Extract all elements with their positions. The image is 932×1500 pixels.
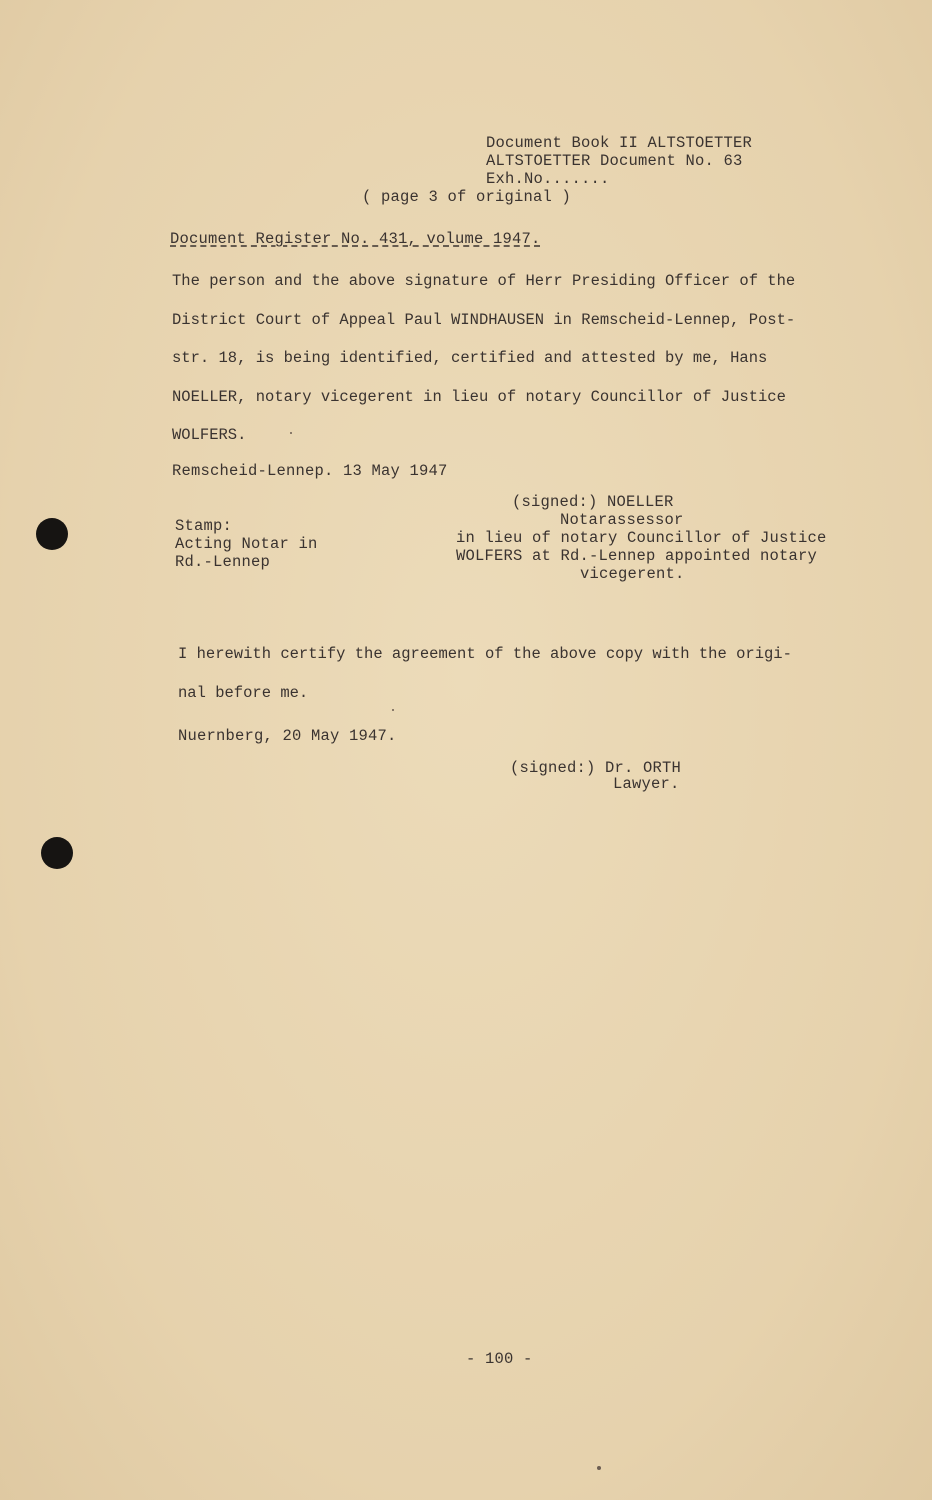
header-doc-line: ALTSTOETTER Document No. 63 xyxy=(486,152,743,170)
signature-2-title: Lawyer. xyxy=(613,775,680,793)
ink-speck xyxy=(597,1466,601,1470)
register-title: Document Register No. 431, volume 1947. xyxy=(170,230,541,248)
punch-hole-top xyxy=(36,518,68,550)
signature-1-line1: in lieu of notary Councillor of Justice xyxy=(456,529,827,547)
place-date-1: Remscheid-Lennep. 13 May 1947 xyxy=(172,462,448,480)
body-line: NOELLER, notary vicegerent in lieu of notary Councillor of Justice xyxy=(172,387,786,406)
signature-1-title: Notarassessor xyxy=(560,511,684,529)
signature-1-line2: WOLFERS at Rd.-Lennep appointed notary xyxy=(456,547,818,565)
stamp-label: Stamp: xyxy=(175,517,233,535)
place-date-2: Nuernberg, 20 May 1947. xyxy=(178,727,397,745)
header-exh-line: Exh.No....... xyxy=(486,170,610,188)
body-line: WOLFERS. xyxy=(172,426,247,444)
body-line: District Court of Appeal Paul WINDHAUSEN in Remscheid-Lennep, Post- xyxy=(172,310,796,329)
certify-paragraph xyxy=(178,645,828,722)
signature-1-line3: vicegerent. xyxy=(580,565,685,583)
body-line: str. 18, is being identified, certified and attested by me, Hans xyxy=(172,349,768,367)
signature-1-signed: (signed:) NOELLER xyxy=(512,493,674,511)
ink-speck xyxy=(392,709,394,711)
punch-hole-bottom xyxy=(41,837,73,869)
ink-speck xyxy=(290,432,292,434)
header-book-line: Document Book II ALTSTOETTER xyxy=(486,134,753,152)
stamp-line1: Acting Notar in xyxy=(175,535,318,553)
header-page-note: ( page 3 of original ) xyxy=(362,188,572,206)
signature-2-signed: (signed:) Dr. ORTH xyxy=(510,759,682,777)
stamp-line2: Rd.-Lennep xyxy=(175,553,271,571)
body-line: The person and the above signature of Herr Presiding Officer of the xyxy=(172,272,796,290)
certify-line: I herewith certify the agreement of the above copy with the origi- xyxy=(178,645,792,663)
body-paragraph xyxy=(172,272,822,465)
page-number: - 100 - xyxy=(466,1350,533,1368)
certify-line: nal before me. xyxy=(178,683,309,702)
